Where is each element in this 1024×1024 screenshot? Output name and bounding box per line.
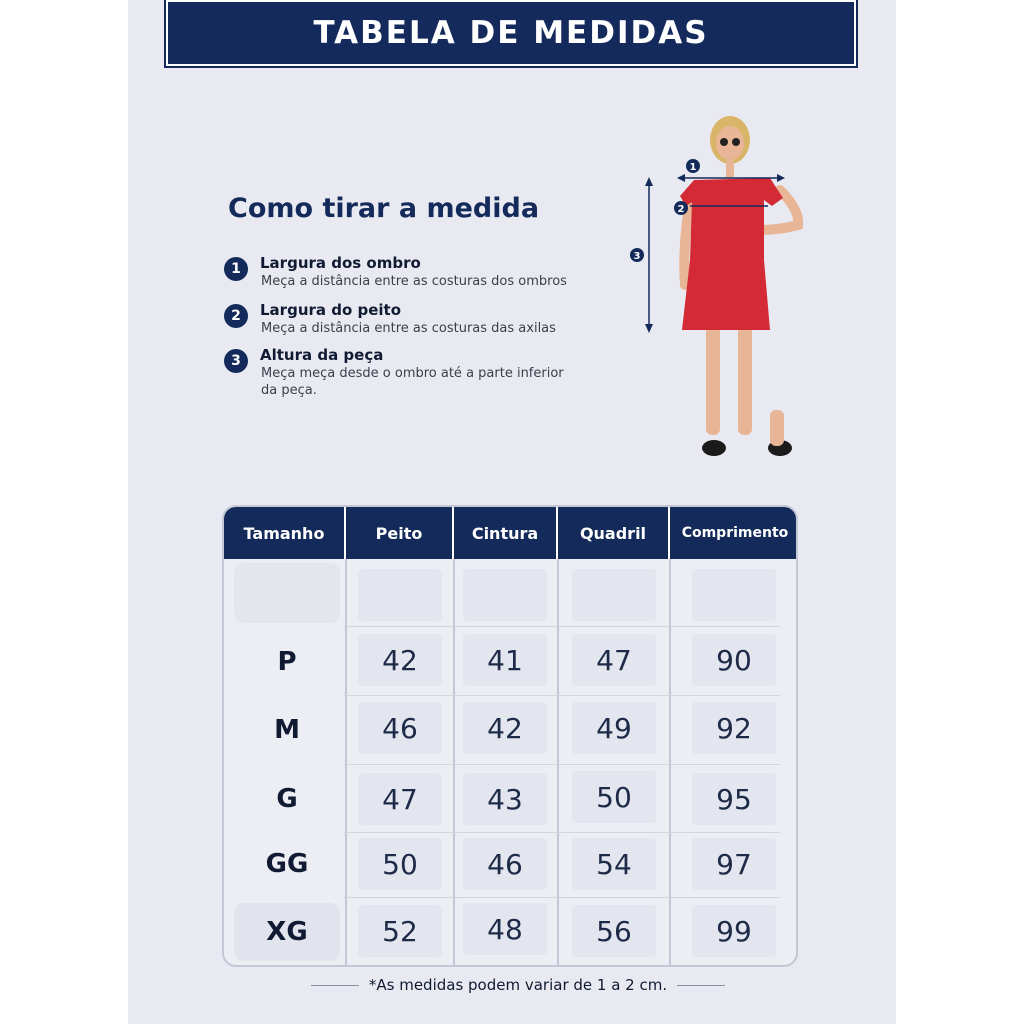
- header-length: Comprimento: [681, 525, 789, 541]
- empty-cell: [572, 569, 656, 621]
- table-cell: 41: [463, 634, 547, 686]
- column-divider: [345, 559, 347, 967]
- sandal-left: [702, 440, 726, 456]
- table-cell: 46: [358, 702, 442, 754]
- svg-text:3: 3: [633, 251, 641, 262]
- size-label-g: G: [276, 784, 298, 814]
- table-header: [224, 507, 798, 559]
- leg-right: [738, 325, 752, 435]
- step-number-badge: 1: [224, 257, 248, 281]
- footnote-rule: [311, 985, 359, 986]
- table-cell: 43: [463, 773, 547, 825]
- header-chest: Peito: [346, 507, 454, 559]
- table-cell: 90: [692, 634, 776, 686]
- table-cell: 56: [572, 905, 656, 957]
- column-divider: [669, 559, 671, 967]
- model-figure: [630, 110, 830, 470]
- footnote-rule: [677, 985, 725, 986]
- table-cell: 95: [692, 773, 776, 825]
- svg-text:1: 1: [689, 162, 697, 173]
- table-cell: 99: [692, 905, 776, 957]
- size-table: [222, 505, 798, 967]
- table-cell: 49: [572, 702, 656, 754]
- row-divider: [344, 764, 780, 765]
- step-title: Largura do peito: [260, 301, 402, 319]
- size-label-gg: GG: [265, 849, 309, 879]
- red-dress: [677, 178, 783, 330]
- table-cell: 50: [572, 771, 656, 823]
- table-cell: 46: [463, 838, 547, 890]
- row-divider: [344, 897, 780, 898]
- table-cell: 97: [692, 838, 776, 890]
- row-divider: [344, 695, 780, 696]
- table-cell: 47: [358, 773, 442, 825]
- table-cell: 54: [572, 838, 656, 890]
- row-divider: [344, 626, 780, 627]
- header-waist: Cintura: [454, 507, 558, 559]
- size-label-xg: XG: [234, 903, 340, 961]
- step-title: Largura dos ombro: [260, 254, 421, 272]
- leg-left: [706, 325, 720, 435]
- svg-text:2: 2: [677, 204, 685, 215]
- size-label-m: M: [274, 715, 300, 745]
- table-cell: 50: [358, 838, 442, 890]
- table-cell: 48: [463, 903, 547, 955]
- header-hip: Quadril: [558, 507, 670, 559]
- size-label-p: P: [277, 647, 297, 677]
- row-divider: [344, 832, 780, 833]
- title-banner: [166, 0, 856, 66]
- step-description: Meça a distância entre as costuras das axilas: [261, 321, 556, 336]
- footnote: [270, 976, 766, 994]
- step-number-badge: 2: [224, 304, 248, 328]
- step-description: Meça a distância entre as costuras dos ombros: [261, 274, 567, 289]
- how-to-title: Como tirar a medida: [228, 193, 540, 224]
- empty-size-cell: [234, 563, 340, 623]
- table-cell: 92: [692, 702, 776, 754]
- page-title: TABELA DE MEDIDAS: [313, 15, 709, 51]
- table-cell: 52: [358, 905, 442, 957]
- empty-cell: [358, 569, 442, 621]
- step-title: Altura da peça: [260, 346, 384, 364]
- column-divider: [453, 559, 455, 967]
- empty-cell: [463, 569, 547, 621]
- header-size: Tamanho: [224, 507, 346, 559]
- column-divider: [557, 559, 559, 967]
- table-cell: 42: [463, 702, 547, 754]
- table-cell: 47: [572, 634, 656, 686]
- footnote-text: *As medidas podem variar de 1 a 2 cm.: [368, 976, 668, 994]
- table-cell: 42: [358, 634, 442, 686]
- step-number-badge: 3: [224, 349, 248, 373]
- empty-cell: [692, 569, 776, 621]
- step-description: Meça meça desde o ombro até a parte inferior da peça.: [261, 366, 564, 398]
